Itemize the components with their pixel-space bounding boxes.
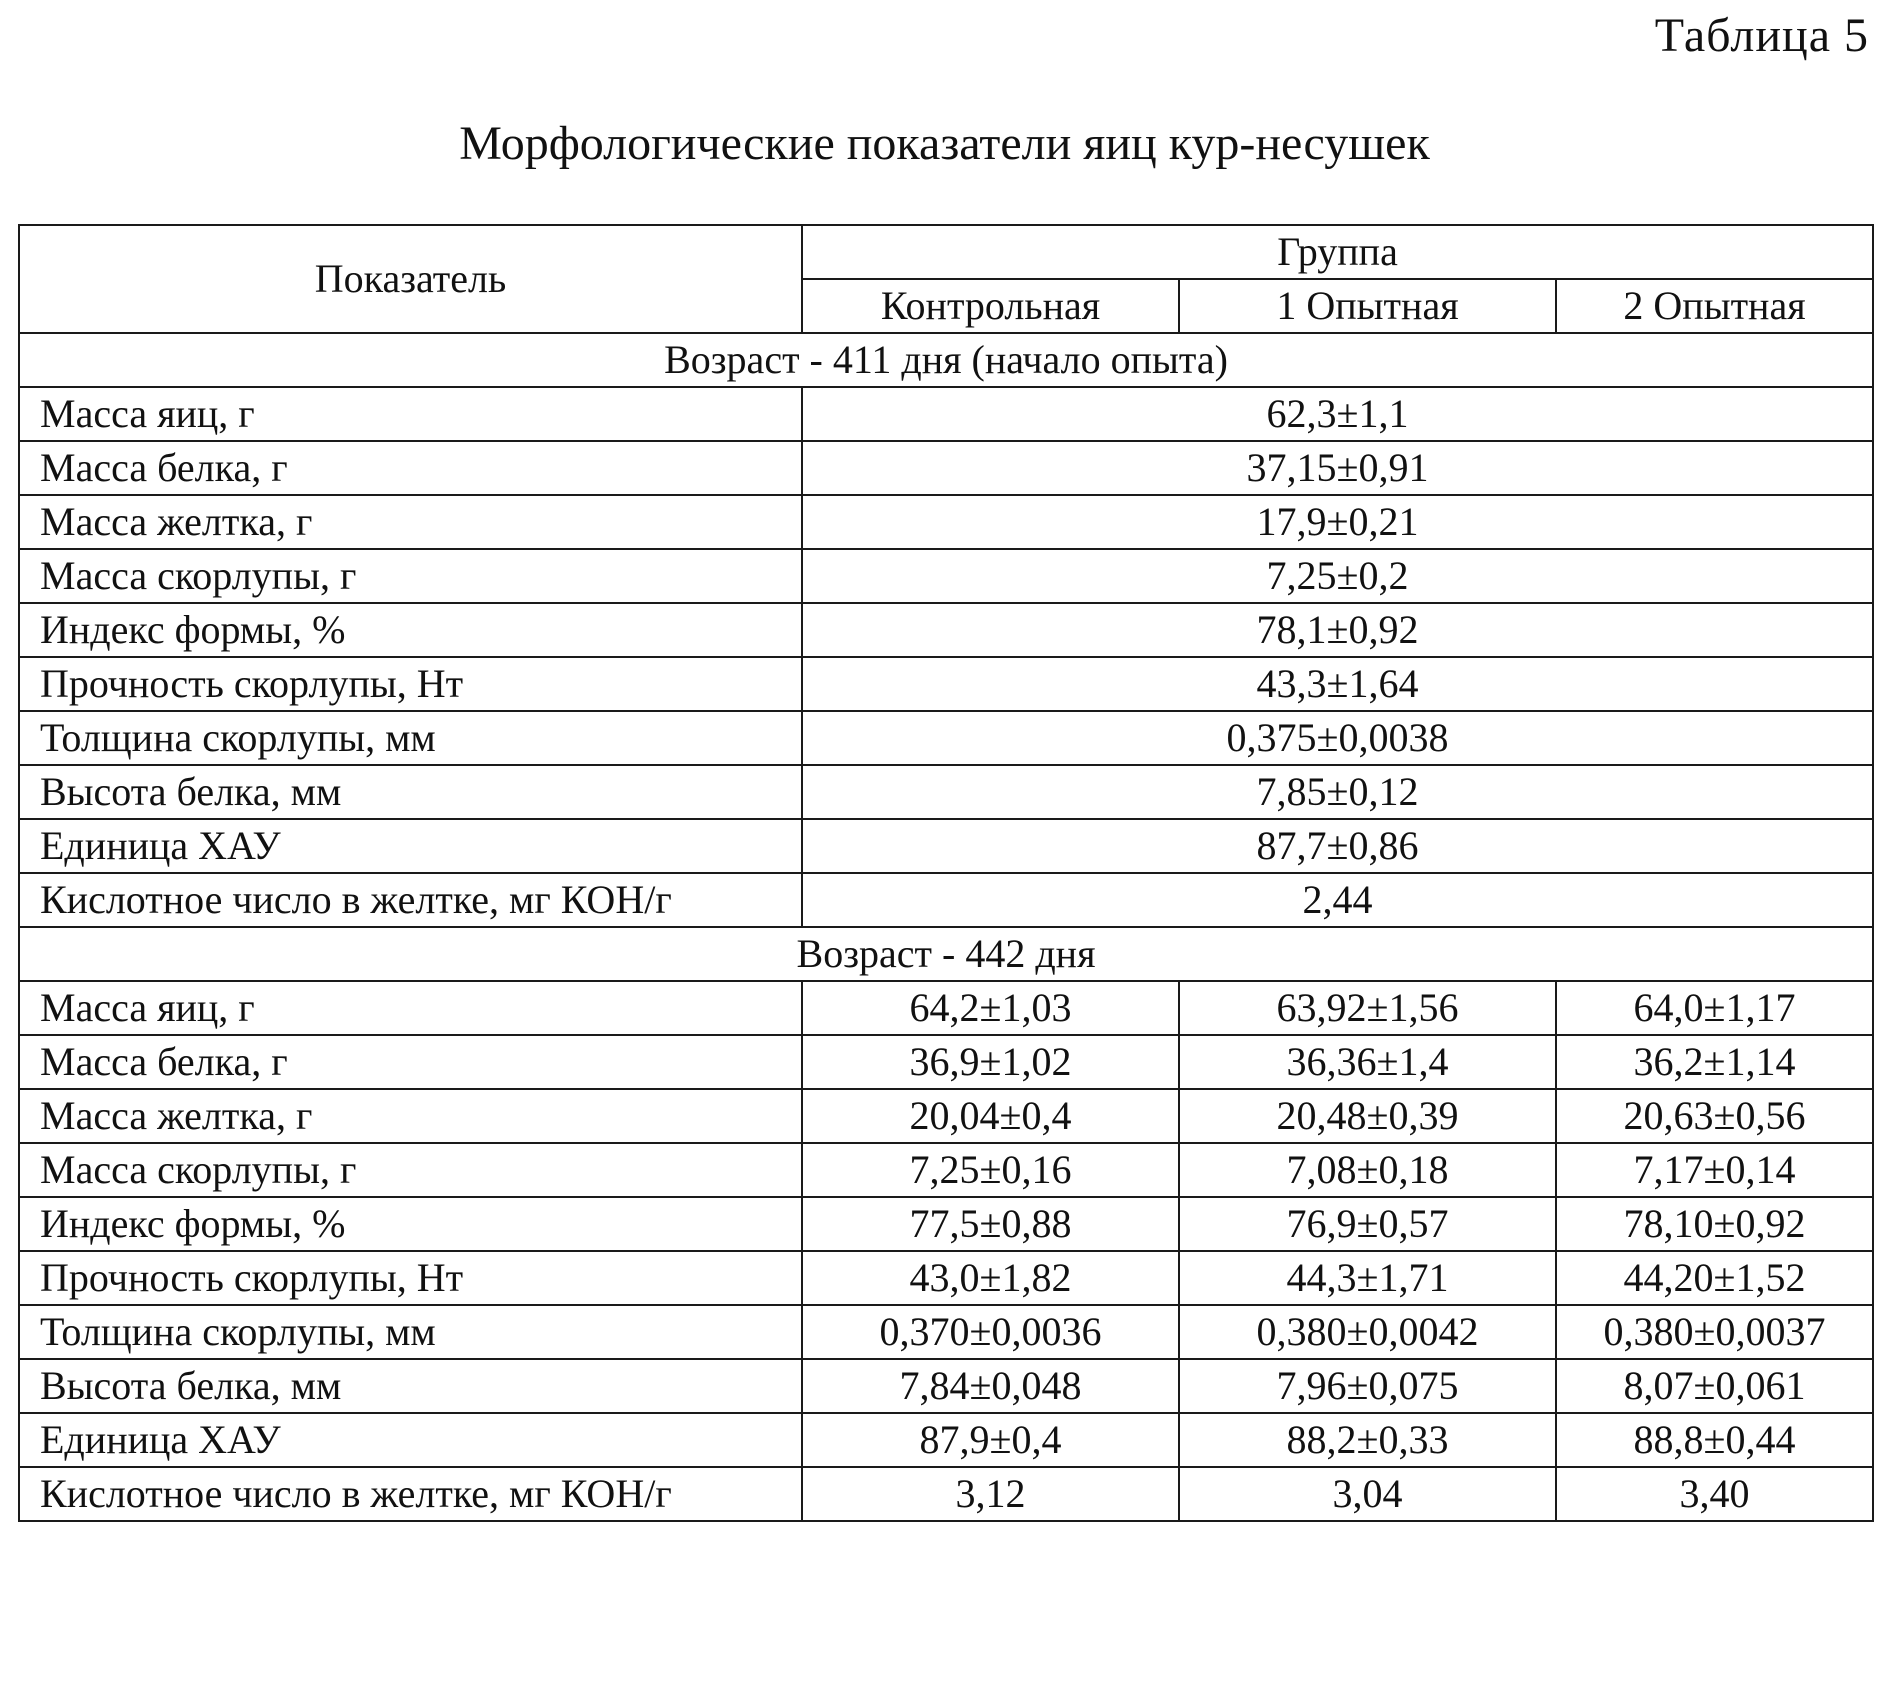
param-cell: Масса яиц, г: [19, 981, 802, 1035]
param-cell: Прочность скорлупы, Нт: [19, 657, 802, 711]
param-cell: Кислотное число в желтке, мг КОН/г: [19, 873, 802, 927]
section-label-442: Возраст - 442 дня: [19, 927, 1873, 981]
value-cell: 2,44: [802, 873, 1873, 927]
table-row: [19, 549, 1873, 603]
param-cell: Толщина скорлупы, мм: [19, 1305, 802, 1359]
param-cell: Масса желтка, г: [19, 1089, 802, 1143]
param-cell: Толщина скорлупы, мм: [19, 711, 802, 765]
exp2-cell: 64,0±1,17: [1556, 981, 1873, 1035]
param-cell: Индекс формы, %: [19, 1197, 802, 1251]
control-cell: 3,12: [802, 1467, 1179, 1521]
morphology-table: [18, 224, 1874, 1522]
table-row: [19, 873, 1873, 927]
control-cell: 0,370±0,0036: [802, 1305, 1179, 1359]
exp2-cell: 3,40: [1556, 1467, 1873, 1521]
exp1-cell: 7,96±0,075: [1179, 1359, 1556, 1413]
table-row: [19, 711, 1873, 765]
header-control: Контрольная: [802, 279, 1179, 333]
table-row: [19, 1251, 1873, 1305]
param-cell: Единица ХАУ: [19, 1413, 802, 1467]
table-number: Таблица 5: [1654, 9, 1869, 62]
param-cell: Масса желтка, г: [19, 495, 802, 549]
table-row: [19, 1413, 1873, 1467]
header-group: Группа: [802, 225, 1873, 279]
exp1-cell: 0,380±0,0042: [1179, 1305, 1556, 1359]
exp2-cell: 36,2±1,14: [1556, 1035, 1873, 1089]
table-row: [19, 1467, 1873, 1521]
control-cell: 64,2±1,03: [802, 981, 1179, 1035]
control-cell: 43,0±1,82: [802, 1251, 1179, 1305]
header-row-group: [19, 225, 1873, 279]
value-cell: 43,3±1,64: [802, 657, 1873, 711]
param-cell: Прочность скорлупы, Нт: [19, 1251, 802, 1305]
table-row: [19, 387, 1873, 441]
param-cell: Индекс формы, %: [19, 603, 802, 657]
table-row: [19, 1035, 1873, 1089]
value-cell: 0,375±0,0038: [802, 711, 1873, 765]
section-row: [19, 333, 1873, 387]
header-exp2: 2 Опытная: [1556, 279, 1873, 333]
table-row: [19, 981, 1873, 1035]
exp1-cell: 88,2±0,33: [1179, 1413, 1556, 1467]
exp1-cell: 44,3±1,71: [1179, 1251, 1556, 1305]
table-row: [19, 1089, 1873, 1143]
param-cell: Высота белка, мм: [19, 765, 802, 819]
exp1-cell: 63,92±1,56: [1179, 981, 1556, 1035]
control-cell: 20,04±0,4: [802, 1089, 1179, 1143]
value-cell: 37,15±0,91: [802, 441, 1873, 495]
exp2-cell: 88,8±0,44: [1556, 1413, 1873, 1467]
table-row: [19, 1305, 1873, 1359]
table-row: [19, 765, 1873, 819]
control-cell: 87,9±0,4: [802, 1413, 1179, 1467]
exp1-cell: 20,48±0,39: [1179, 1089, 1556, 1143]
table-row: [19, 1197, 1873, 1251]
table-row: [19, 1143, 1873, 1197]
param-cell: Высота белка, мм: [19, 1359, 802, 1413]
control-cell: 7,25±0,16: [802, 1143, 1179, 1197]
param-cell: Масса яиц, г: [19, 387, 802, 441]
section-row: [19, 927, 1873, 981]
param-cell: Масса белка, г: [19, 441, 802, 495]
param-cell: Масса скорлупы, г: [19, 1143, 802, 1197]
header-exp1: 1 Опытная: [1179, 279, 1556, 333]
control-cell: 77,5±0,88: [802, 1197, 1179, 1251]
control-cell: 7,84±0,048: [802, 1359, 1179, 1413]
table-row: [19, 819, 1873, 873]
exp2-cell: 7,17±0,14: [1556, 1143, 1873, 1197]
header-param: Показатель: [19, 225, 802, 333]
exp1-cell: 36,36±1,4: [1179, 1035, 1556, 1089]
value-cell: 7,25±0,2: [802, 549, 1873, 603]
exp2-cell: 44,20±1,52: [1556, 1251, 1873, 1305]
param-cell: Кислотное число в желтке, мг КОН/г: [19, 1467, 802, 1521]
table-row: [19, 1359, 1873, 1413]
exp1-cell: 3,04: [1179, 1467, 1556, 1521]
exp2-cell: 8,07±0,061: [1556, 1359, 1873, 1413]
value-cell: 62,3±1,1: [802, 387, 1873, 441]
exp2-cell: 78,10±0,92: [1556, 1197, 1873, 1251]
table-row: [19, 657, 1873, 711]
value-cell: 7,85±0,12: [802, 765, 1873, 819]
table-row: [19, 441, 1873, 495]
exp1-cell: 7,08±0,18: [1179, 1143, 1556, 1197]
exp2-cell: 20,63±0,56: [1556, 1089, 1873, 1143]
param-cell: Единица ХАУ: [19, 819, 802, 873]
param-cell: Масса белка, г: [19, 1035, 802, 1089]
value-cell: 17,9±0,21: [802, 495, 1873, 549]
value-cell: 78,1±0,92: [802, 603, 1873, 657]
document-title: Морфологические показатели яиц кур-несушек: [459, 117, 1430, 170]
control-cell: 36,9±1,02: [802, 1035, 1179, 1089]
section-label-411: Возраст - 411 дня (начало опыта): [19, 333, 1873, 387]
table-row: [19, 603, 1873, 657]
table-row: [19, 495, 1873, 549]
exp1-cell: 76,9±0,57: [1179, 1197, 1556, 1251]
param-cell: Масса скорлупы, г: [19, 549, 802, 603]
value-cell: 87,7±0,86: [802, 819, 1873, 873]
exp2-cell: 0,380±0,0037: [1556, 1305, 1873, 1359]
